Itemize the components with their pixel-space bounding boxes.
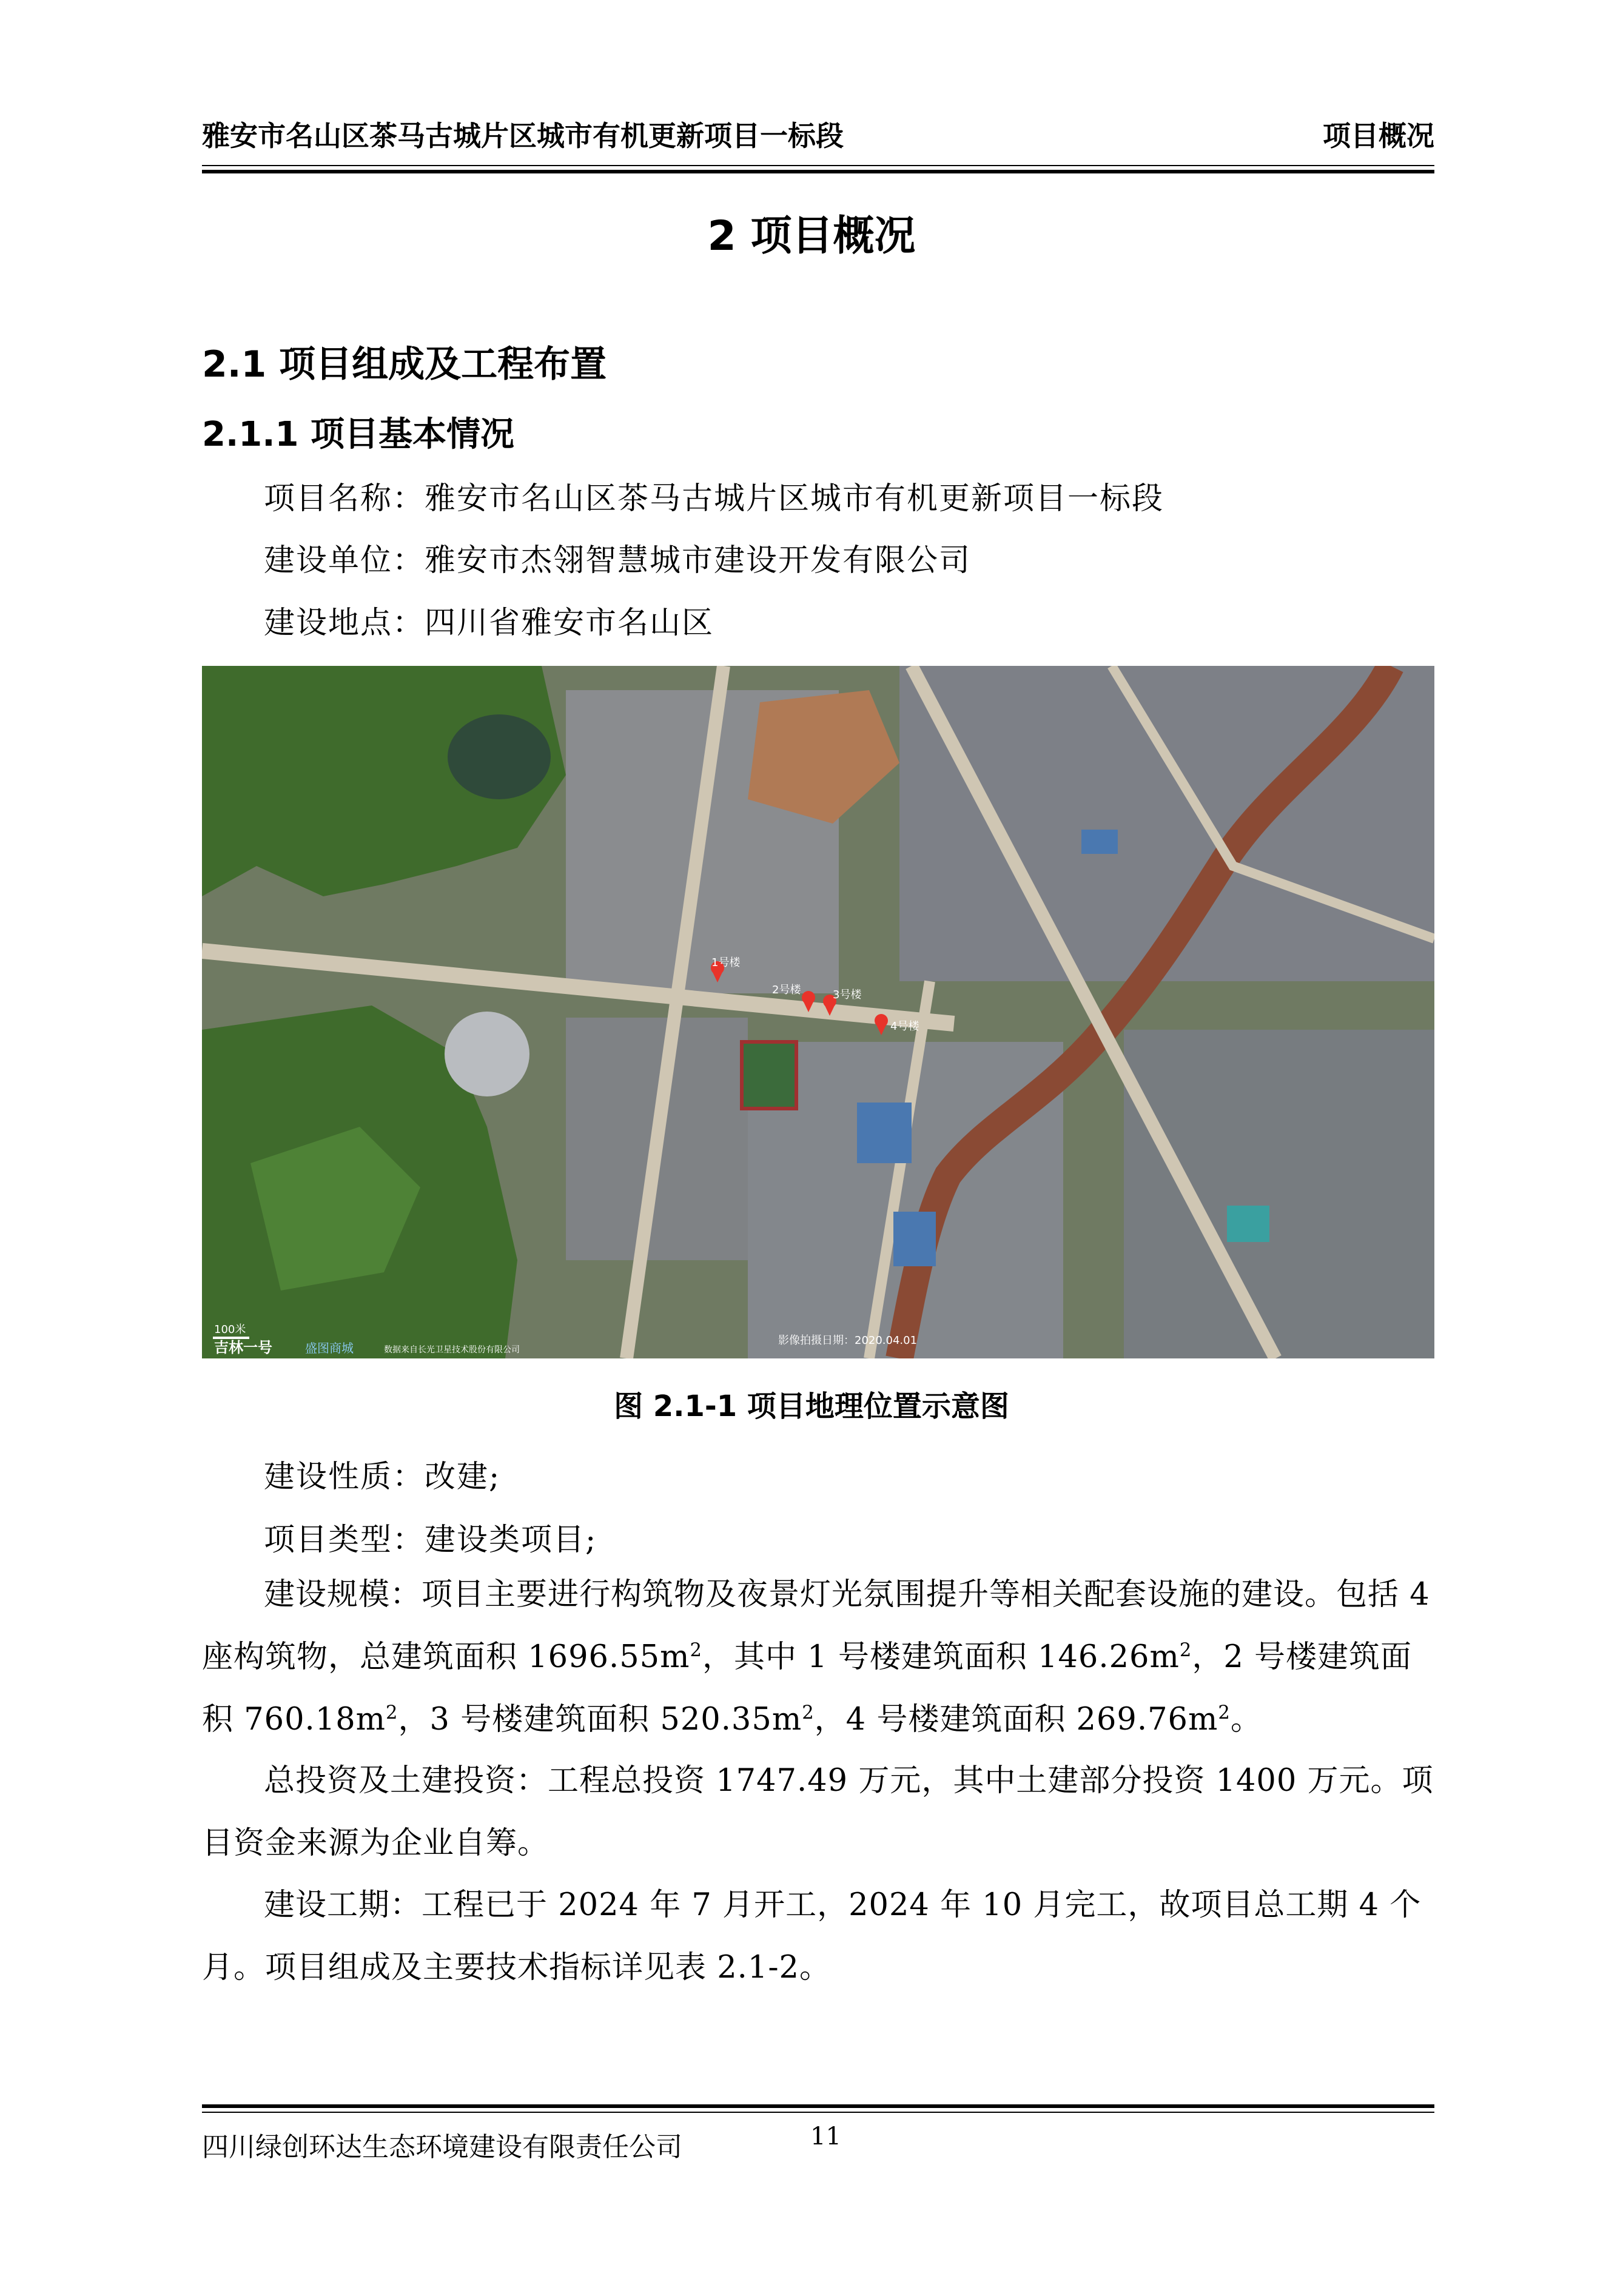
footer-rule-thick (202, 2104, 1434, 2108)
header-rule-thick (202, 170, 1434, 173)
chapter-title: 2 项目概况 (707, 212, 916, 260)
map-brand-label: 吉林一号 (214, 1339, 272, 1356)
sup-unit: 2 (1179, 1640, 1192, 1661)
scale-text-a: 建设规模：项目主要进行构筑物及夜景灯光氛围提升等相关配套设施的建设。包括 4 座构筑物，总建筑面积 1696.55m (202, 1577, 1430, 1675)
map-marker-label-1: 1号楼 (711, 956, 741, 969)
project-location-line: 建设地点：四川省雅安市名山区 (264, 605, 714, 641)
map-marker-label-3: 3号楼 (833, 989, 862, 1001)
sup-unit: 2 (386, 1702, 398, 1724)
construction-nature-line: 建设性质：改建; (264, 1459, 501, 1495)
footer-rule-thin (202, 2112, 1434, 2113)
map-date-label: 影像拍摄日期：2020.04.01 (778, 1334, 918, 1347)
map-marker-label-4: 4号楼 (890, 1020, 919, 1033)
construction-period-paragraph: 建设工期：工程已于 2024 年 7 月开工，2024 年 10 月完工，故项目总工期 4 个月。项目组成及主要技术指标详见表 2.1-2。 (202, 1887, 1422, 1986)
investment-paragraph: 总投资及土建投资：工程总投资 1747.49 万元，其中土建部分投资 1400 万元。项目资金来源为企业自筹。 (202, 1763, 1434, 1861)
section-title: 2.1 项目组成及工程布置 (202, 343, 607, 386)
satellite-location-map (202, 666, 1434, 1358)
page-header (202, 114, 1434, 163)
scale-text-c: ，2 号楼建筑面积 760.18m (202, 1639, 1412, 1737)
scale-text-b: ，其中 1 号楼建筑面积 146.26m (702, 1639, 1180, 1675)
map-marker-label-2: 2号楼 (772, 984, 801, 996)
project-owner-line: 建设单位：雅安市杰翎智慧城市建设开发有限公司 (264, 543, 972, 579)
sup-unit: 2 (690, 1640, 702, 1661)
project-name-line: 项目名称：雅安市名山区茶马古城片区城市有机更新项目一标段 (264, 481, 1164, 517)
sup-unit: 2 (1218, 1702, 1231, 1724)
footer-company: 四川绿创环达生态环境建设有限责任公司 (202, 2132, 682, 2163)
scale-text-f: 。 (1230, 1702, 1262, 1737)
map-brand2-label: 盛图商城 (305, 1341, 354, 1355)
map-scale-label: 100米 (214, 1323, 246, 1336)
scale-text-e: ，4 号楼建筑面积 269.76m (814, 1702, 1218, 1737)
sup-unit: 2 (802, 1702, 815, 1724)
construction-scale-paragraph (202, 1563, 1434, 1751)
figure-caption: 图 2.1-1 项目地理位置示意图 (614, 1389, 1009, 1423)
header-project-title: 雅安市名山区茶马古城片区城市有机更新项目一标段 (202, 119, 844, 152)
scale-text-d: ，3 号楼建筑面积 520.35m (398, 1702, 802, 1737)
subsection-title: 2.1.1 项目基本情况 (202, 415, 514, 454)
header-section-title: 项目概况 (1323, 119, 1434, 152)
page-number: 11 (810, 2123, 841, 2150)
header-rule-thin (202, 165, 1434, 166)
project-type-line: 项目类型：建设类项目; (264, 1522, 597, 1558)
map-source-label: 数据来自长光卫星技术股份有限公司 (384, 1345, 520, 1355)
